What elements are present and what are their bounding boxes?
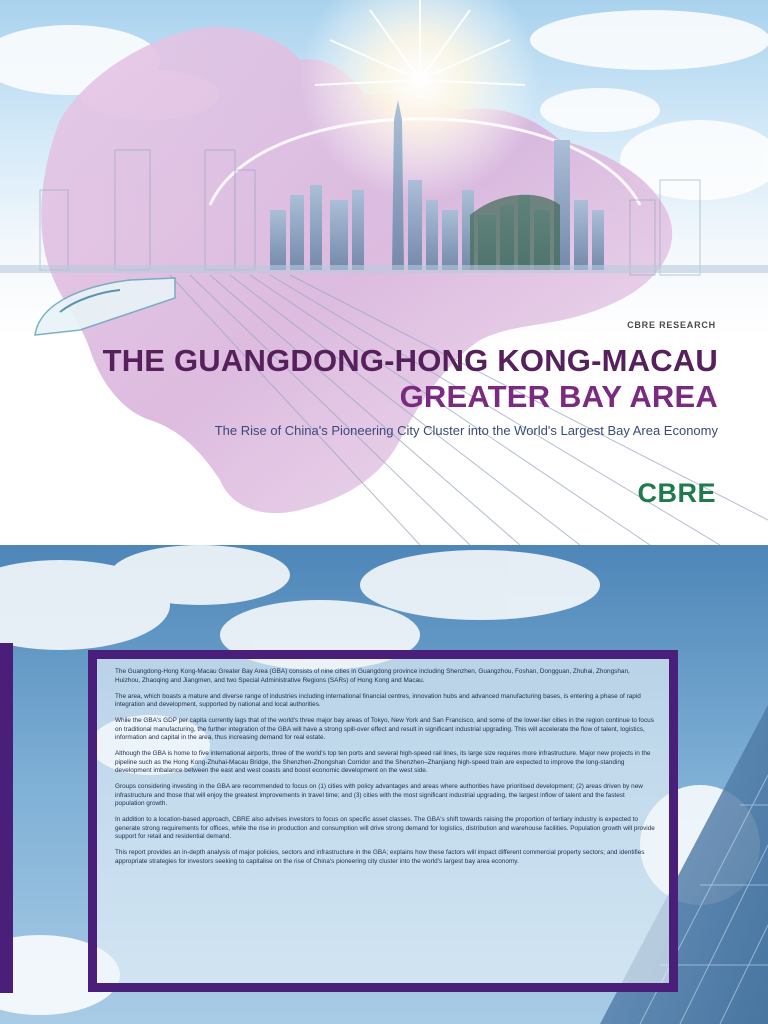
left-accent-bar xyxy=(0,643,13,993)
report-title-line1: THE GUANGDONG-HONG KONG-MACAU xyxy=(102,343,718,378)
report-title-line2: GREATER BAY AREA xyxy=(399,379,718,414)
green-hill xyxy=(470,195,560,270)
summary-page xyxy=(0,545,768,1024)
report-subtitle: The Rise of China's Pioneering City Cluster into the World's Largest Bay Area Economy xyxy=(214,423,718,438)
summary-paragraph: In addition to a location-based approach, CBRE also advises investors to focus on specific asset classes. The GBA's shift towards raising the proportion of tertiary industry is expected to generate strong requirements for offices, while the rise in production and consumption will drive strong demand for logistics, distribution and warehouse facilities. Population growth will provide support for retail and residential demand. xyxy=(115,816,655,840)
summary-paragraph: Groups considering investing in the GBA are recommended to focus on (1) cities with policy advantages and areas where authorities have prioritised development; (2) areas driven by new infrastructure and those that will enjoy the greatest improvements in travel time; and (3) cities with the most significant industrial upgrading, the largest inflow of talent and the fastest population growth. xyxy=(115,783,643,807)
cbre-logo: CBRE xyxy=(637,478,716,508)
summary-paragraph: The Guangdong-Hong Kong-Macau Greater Bay Area (GBA) consists of nine cities in Guangdong province including Shenzhen, Guangzhou, Foshan, Dongguan, Zhuhai, Zhongshan, Huizhou, Zhaoqing and Jiangmen, and two Special Administrative Regions (SARs) of Hong Kong and Macau. xyxy=(115,668,630,684)
summary-text-panel xyxy=(88,650,678,992)
summary-paragraph: Although the GBA is home to five international airports, three of the world's top ten ports and several high-speed rail lines, its large size requires more infrastructure. Major new projects in the pipeline such as the Hong Kong-Zhuhai-Macau Bridge, the Shenzhen-Zhongshan Corridor and the Shenzhen–Zhanjiang high-speed train are expected to improve the long-standing development imbalance between the east and west coasts and boost economic development on the west side. xyxy=(115,750,651,774)
research-label: CBRE RESEARCH xyxy=(627,320,716,330)
summary-paragraph: The area, which boasts a mature and diverse range of industries including international financial centres, innovation hubs and advanced manufacturing bases, is entering a phase of rapid integration and development, supported by national and local authorities. xyxy=(115,692,641,708)
waterline xyxy=(0,265,768,273)
summary-paragraph: This report provides an in-depth analysis of major policies, sectors and infrastructure in the GBA; explains how these factors will impact different commercial property sectors; and identifies appropriate strategies for investors seeking to capitalise on the rise of China's pioneering city cluster into the world's largest bay area economy. xyxy=(115,849,645,865)
summary-paragraph: While the GBA's GDP per capita currently lags that of the world's three major bay areas of Tokyo, New York and San Francisco, and some of the lower-tier cities in the region continue to focus on traditional manufacturing, the further integration of the GBA will have a strong spill-over effect and result in significant industrial upgrading. This will accelerate the flow of talent, logistics, information and capital in the area, thus increasing demand for real estate. xyxy=(115,717,654,741)
